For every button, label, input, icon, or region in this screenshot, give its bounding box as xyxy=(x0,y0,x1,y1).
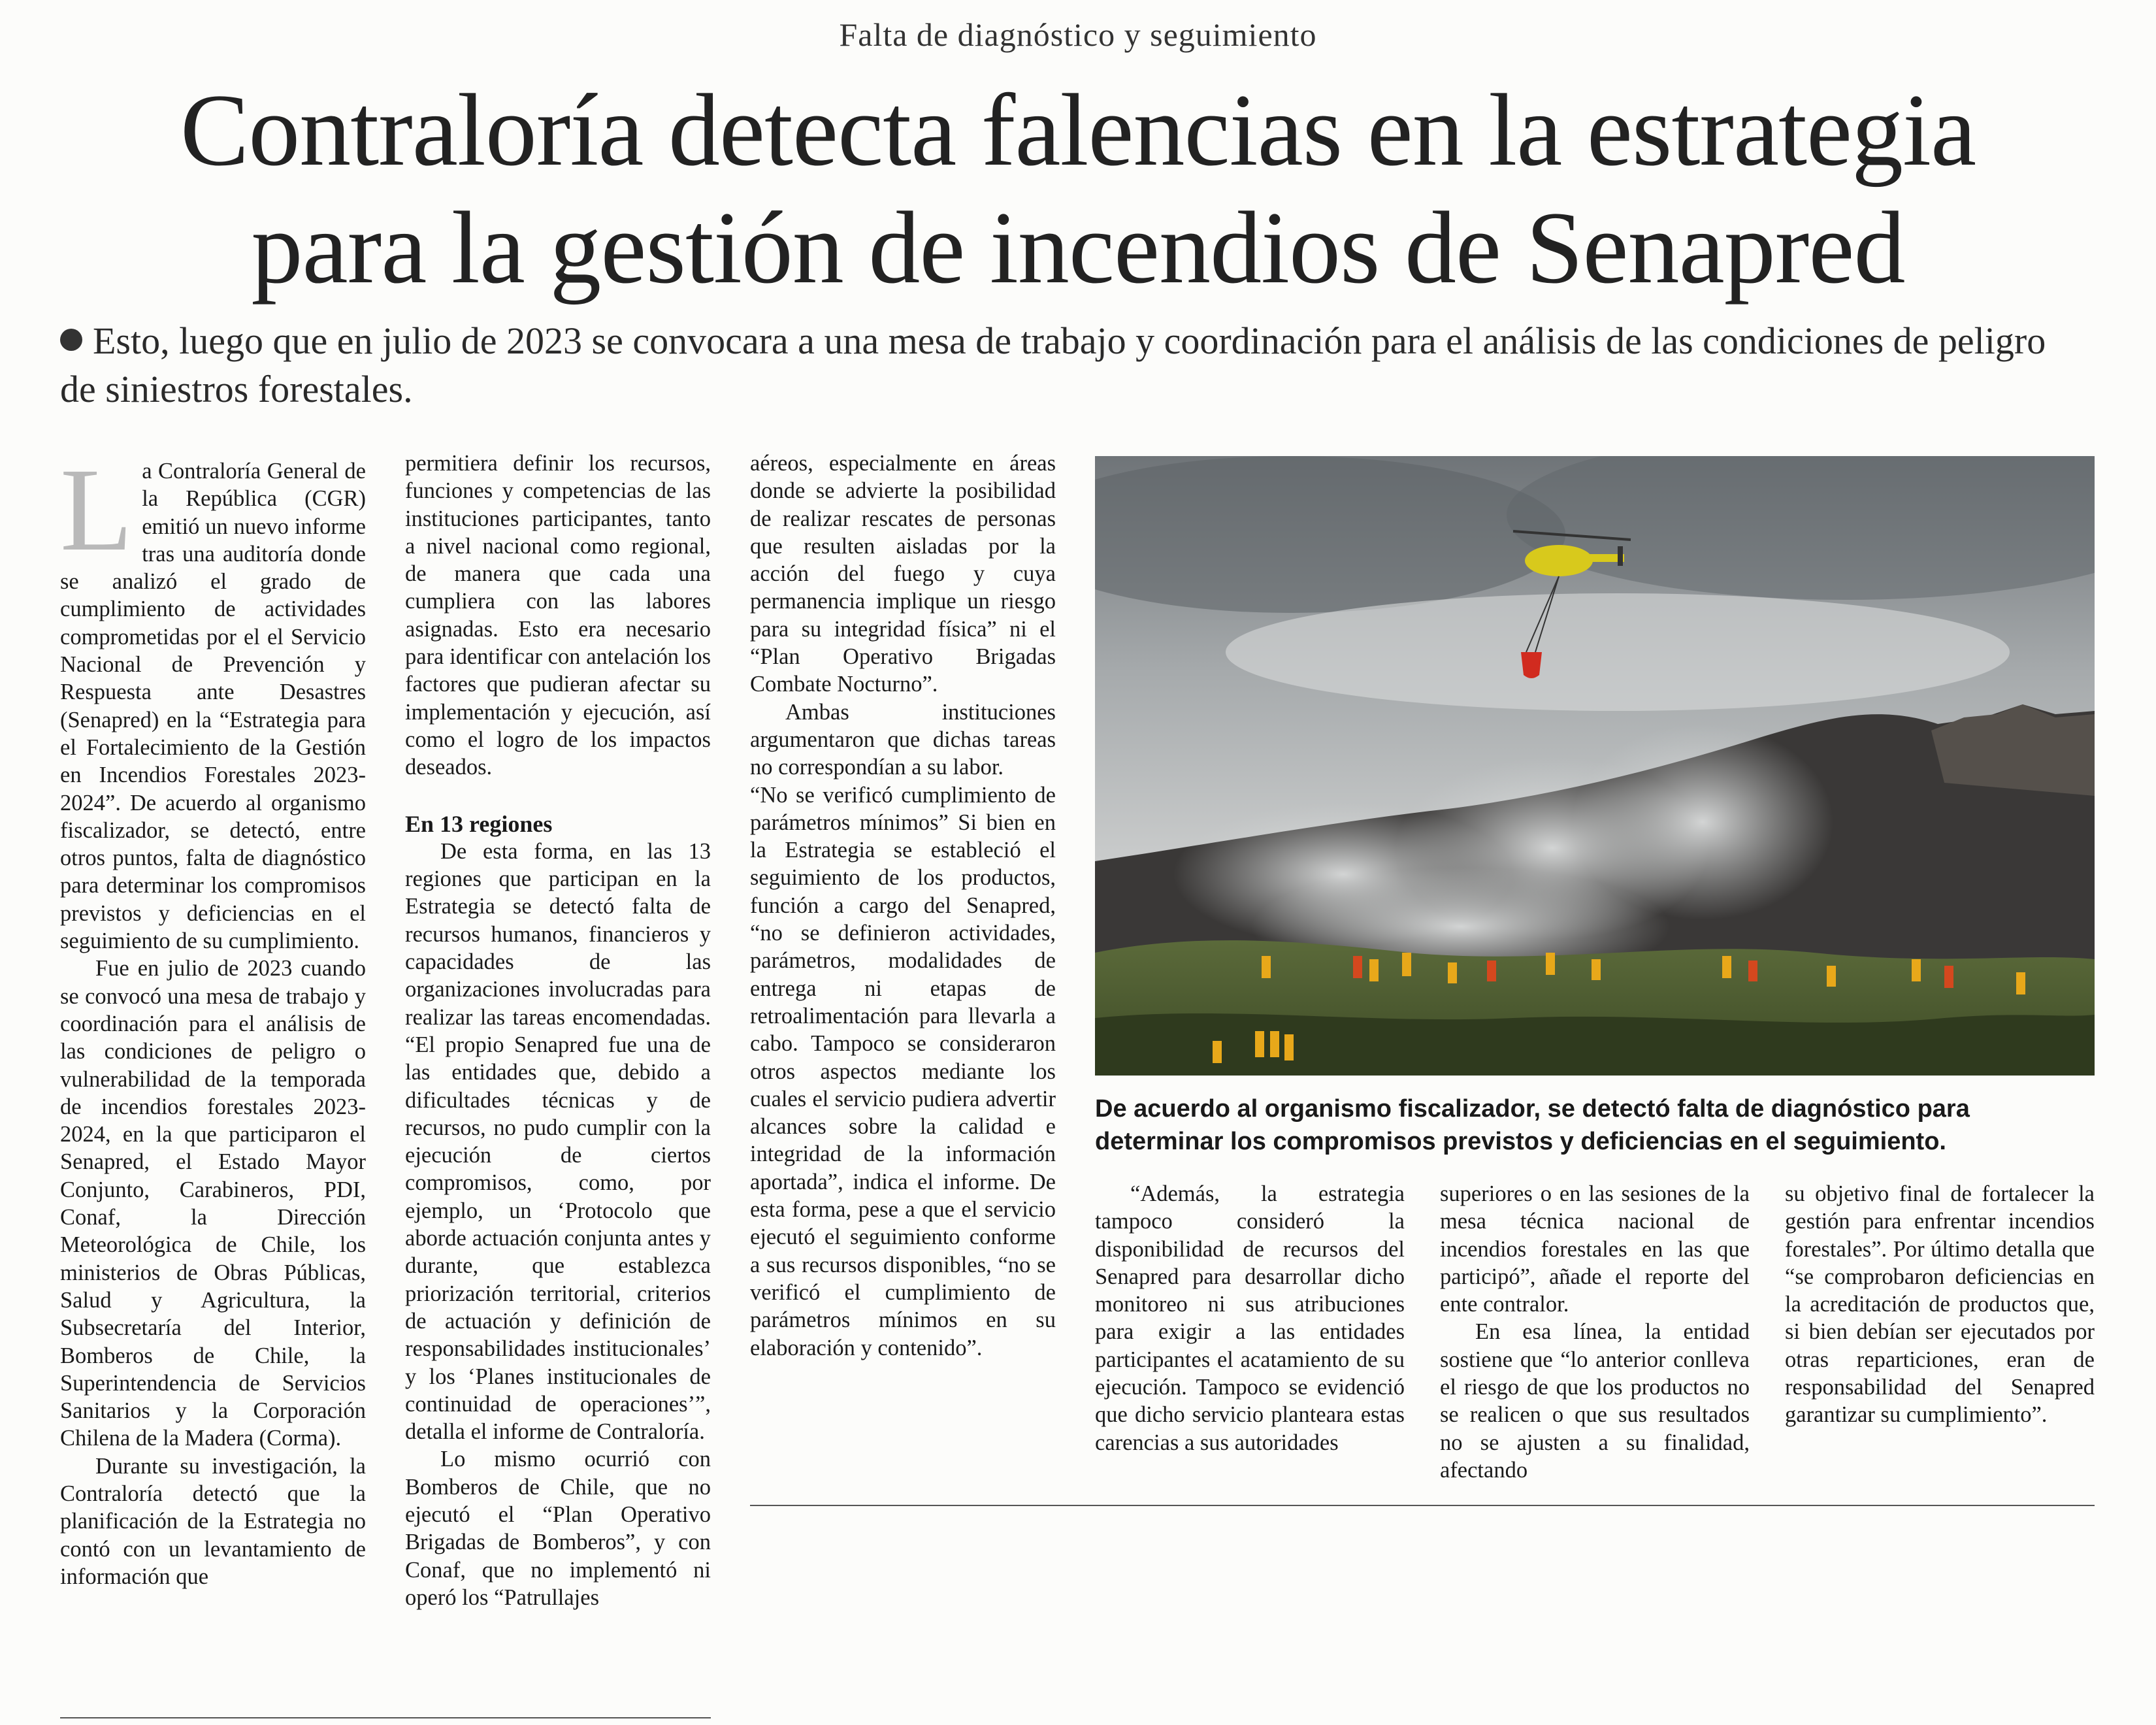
deck-text: Esto, luego que en julio de 2023 se convocara a una mesa de trabajo y coordinación para el análisis de las condiciones de peligro de siniestros forestales. xyxy=(60,320,2046,410)
headline-line-1: Contraloría detecta falencias en la estrategia xyxy=(180,73,1976,188)
bullet-icon xyxy=(60,329,82,351)
subheading: En 13 regiones xyxy=(405,810,553,837)
article-column-5 xyxy=(1440,1180,1750,1484)
divider-rule xyxy=(60,1717,711,1718)
paragraph: En esa línea, la entidad sostiene que “lo anterior conlleva el riesgo de que los productos no se realicen o que sus resultados no se ajusten a su finalidad, afectando xyxy=(1440,1319,1750,1483)
photo-illustration xyxy=(1095,456,2095,1076)
paragraph: permitiera definir los recursos, funciones y competencias de las instituciones participantes, tanto a nivel nacional como regional, de manera que cada una cumpliera con las labores asignadas. Esto era necesario para identificar con antelación los factores que pudieran afectar su implementación y ejecución, así como el logro de los impactos deseados. xyxy=(405,451,711,780)
paragraph: Fue en julio de 2023 cuando se convocó una mesa de trabajo y coordinación para el análisis de las condiciones de peligro o vulnerabilidad de la temporada de incendios forestales 2023-2024, en la que participaron el Senapred, el Estado Mayor Conjunto, Carabineros, PDI, Conaf, la Dirección Meteorológica de Chile, los ministerios de Obras Públicas, Salud y Agricultura, la Subsecretaría del Interior, Bomberos de Chile, la Superintendencia de Servicios Sanitarios y la Corporación Chilena de la Madera (Corma). xyxy=(60,956,366,1451)
paragraph: aéreos, especialmente en áreas donde se advierte la posibilidad de realizar rescates de personas que resulten aisladas por la acción del fuego y cuya permanencia implique un riesgo para su integridad física” ni el “Plan Operativo Brigadas Combate Nocturno”. xyxy=(750,451,1056,697)
paragraph: a Contraloría General de la República (CGR) emitió un nuevo informe tras una auditoría donde se analizó el grado de cumplimiento de actividades comprometidas por el el Servicio Nacional de Prevención y Respuesta ante Desastres (Senapred) en la “Estrategia para el Fortalecimiento de la Gestión en Incendios Forestales 2023-2024”. De acuerdo al organismo fiscalizador, se detectó, entre otros puntos, falta de diagnóstico para determinar los compromisos previstos y deficiencias en el seguimiento de su cumplimiento. xyxy=(60,459,366,954)
paragraph: Ambas instituciones argumentaron que dichas tareas no correspondían a su labor. xyxy=(750,699,1056,780)
deck xyxy=(60,317,2072,414)
article-column-1 xyxy=(60,444,366,1725)
paragraph: su objetivo final de fortalecer la gestión para enfrentar incendios forestales”. Por último detalla que “se comprobaron deficiencias en la acreditación de productos que, si bien debían ser ejecutados por otras reparticiones, eran de responsabilidad del Senapred garantizar su cumplimiento”. xyxy=(1785,1181,2095,1428)
paragraph: Lo mismo ocurrió con Bomberos de Chile, que no ejecutó el “Plan Operativo Brigadas de Bomberos”, y con Conaf, que no implementó ni operó los “Patrullajes xyxy=(405,1447,711,1610)
article-column-3 xyxy=(750,450,1056,1362)
wildfire-helicopter-photo xyxy=(1095,456,2095,1076)
divider-rule xyxy=(750,1505,2095,1506)
paragraph: De esta forma, en las 13 regiones que participan en la Estrategia se detectó falta de recursos humanos, financieros y capacidades de las organizaciones involucradas para realizar las tareas encomendadas. “El propio Senapred fue una de las entidades que, debido a dificultades técnicas y de recursos, no pudo cumplir con la ejecución de ciertos compromisos, como, por ejemplo, un ‘Protocolo que aborde actuación conjunta antes y durante, que establezca priorización territorial, criterios de actuación y definición de responsabilidades institucionales’ y los ‘Planes institucionales de continuidad de operaciones’”, detalla el informe de Contraloría. xyxy=(405,838,711,1445)
paragraph: “No se verificó cumplimiento de parámetros mínimos” Si bien en la Estrategia se estableció el seguimiento de los productos, función a cargo del Senapred, “no se definieron actividades, parámetros, modalidades de entrega ni etapas de retroalimentación para llevarla a cabo. Tampoco se consideraron otros aspectos mediante los cuales el servicio pudiera advertir alcances sobre la calidad e integridad de la información aportada”, indica el informe. De esta forma, pese a que el servicio ejecutó el seguimiento conforme a sus recursos disponibles, “no se verificó el cumplimiento de parámetros mínimos en su elaboración y contenido”. xyxy=(750,782,1056,1360)
paragraph: “Además, la estrategia tampoco consideró la disponibilidad de recursos del Senapred para desarrollar dicho monitoreo ni sus atribuciones para exigir a las entidades participantes el acatamiento de su ejecución. Tampoco se evidenció que dicho servicio planteara estas carencias a sus autoridades xyxy=(1095,1181,1405,1455)
headline xyxy=(39,72,2117,307)
article-column-2 xyxy=(405,450,711,1611)
article-column-6 xyxy=(1785,1180,2095,1429)
drop-cap: L xyxy=(60,444,133,576)
kicker: Falta de diagnóstico y seguimiento xyxy=(839,16,1317,53)
headline-line-2: para la gestión de incendios de Senapred xyxy=(251,191,1905,305)
paragraph: superiores o en las sesiones de la mesa técnica nacional de incendios forestales en las que participó”, añade el reporte del ente contralor. xyxy=(1440,1181,1750,1317)
paragraph: Durante su investigación, la Contraloría detectó que la planificación de la Estrategia no contó con un levantamiento de información que xyxy=(60,1453,366,1589)
photo-caption: De acuerdo al organismo fiscalizador, se detectó falta de diagnóstico para determinar los compromisos previstos y deficiencias en el seguimiento. xyxy=(1095,1095,1970,1155)
article-column-4 xyxy=(1095,1180,1405,1456)
